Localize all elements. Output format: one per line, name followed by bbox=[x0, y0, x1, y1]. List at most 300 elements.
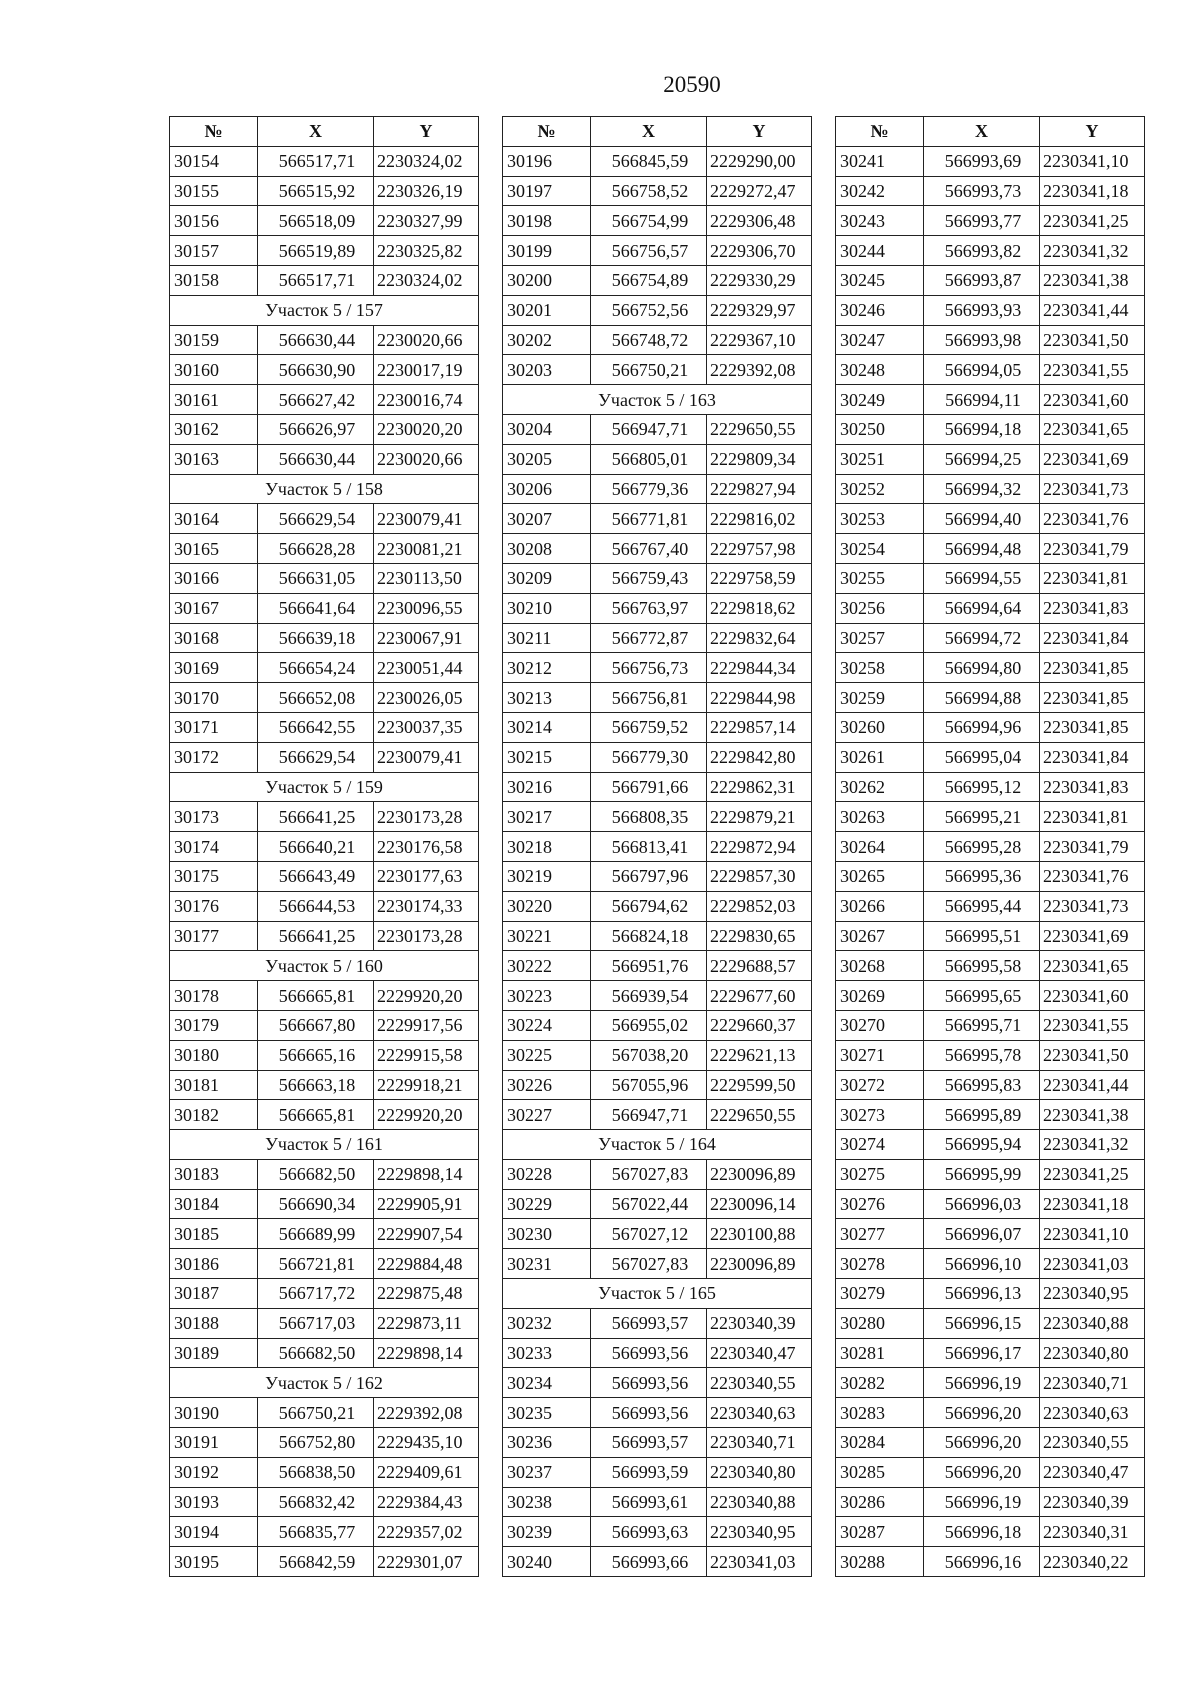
point-number: 30249 bbox=[836, 385, 924, 415]
table-row bbox=[836, 1547, 1145, 1577]
y-coordinate: 2230324,02 bbox=[374, 146, 479, 176]
x-coordinate: 566626,97 bbox=[258, 414, 374, 444]
y-coordinate: 2229873,11 bbox=[374, 1308, 479, 1338]
y-coordinate: 2230051,44 bbox=[374, 653, 479, 683]
y-coordinate: 2230096,55 bbox=[374, 593, 479, 623]
x-coordinate: 566759,52 bbox=[591, 712, 707, 742]
table-row bbox=[503, 295, 812, 325]
point-number: 30275 bbox=[836, 1159, 924, 1189]
table-row bbox=[503, 355, 812, 385]
y-coordinate: 2230037,35 bbox=[374, 712, 479, 742]
table-row bbox=[503, 1457, 812, 1487]
table-row bbox=[503, 1368, 812, 1398]
y-coordinate: 2229884,48 bbox=[374, 1249, 479, 1279]
point-number: 30157 bbox=[170, 236, 258, 266]
table-row bbox=[170, 832, 479, 862]
x-coordinate: 566824,18 bbox=[591, 921, 707, 951]
y-coordinate: 2229409,61 bbox=[374, 1457, 479, 1487]
point-number: 30223 bbox=[503, 981, 591, 1011]
y-coordinate: 2230020,66 bbox=[374, 444, 479, 474]
y-coordinate: 2230341,73 bbox=[1040, 474, 1145, 504]
point-number: 30203 bbox=[503, 355, 591, 385]
point-number: 30270 bbox=[836, 1010, 924, 1040]
point-number: 30218 bbox=[503, 832, 591, 862]
y-coordinate: 2229875,48 bbox=[374, 1279, 479, 1309]
point-number: 30257 bbox=[836, 623, 924, 653]
point-number: 30163 bbox=[170, 444, 258, 474]
point-number: 30166 bbox=[170, 563, 258, 593]
point-number: 30272 bbox=[836, 1070, 924, 1100]
x-coordinate: 566665,81 bbox=[258, 981, 374, 1011]
point-number: 30228 bbox=[503, 1159, 591, 1189]
x-coordinate: 566994,40 bbox=[924, 504, 1040, 534]
x-coordinate: 567027,83 bbox=[591, 1249, 707, 1279]
table-row bbox=[503, 236, 812, 266]
y-coordinate: 2230340,95 bbox=[707, 1517, 812, 1547]
point-number: 30216 bbox=[503, 772, 591, 802]
table-header-row bbox=[836, 117, 1145, 147]
point-number: 30193 bbox=[170, 1487, 258, 1517]
x-coordinate: 566995,36 bbox=[924, 861, 1040, 891]
coordinate-table-2 bbox=[502, 116, 812, 1577]
point-number: 30251 bbox=[836, 444, 924, 474]
y-coordinate: 2230341,84 bbox=[1040, 742, 1145, 772]
y-coordinate: 2229306,70 bbox=[707, 236, 812, 266]
x-coordinate: 566995,51 bbox=[924, 921, 1040, 951]
x-coordinate: 566717,03 bbox=[258, 1308, 374, 1338]
table-row bbox=[503, 1100, 812, 1130]
x-coordinate: 566995,65 bbox=[924, 981, 1040, 1011]
table-row bbox=[503, 1487, 812, 1517]
table-row bbox=[503, 444, 812, 474]
x-coordinate: 566627,42 bbox=[258, 385, 374, 415]
point-number: 30187 bbox=[170, 1279, 258, 1309]
table-row bbox=[836, 176, 1145, 206]
table-row bbox=[170, 712, 479, 742]
point-number: 30172 bbox=[170, 742, 258, 772]
point-number: 30244 bbox=[836, 236, 924, 266]
table-row bbox=[503, 623, 812, 653]
y-coordinate: 2229758,59 bbox=[707, 563, 812, 593]
x-coordinate: 566994,88 bbox=[924, 683, 1040, 713]
y-coordinate: 2229435,10 bbox=[374, 1428, 479, 1458]
point-number: 30273 bbox=[836, 1100, 924, 1130]
point-number: 30162 bbox=[170, 414, 258, 444]
point-number: 30230 bbox=[503, 1219, 591, 1249]
x-coordinate: 566643,49 bbox=[258, 861, 374, 891]
x-coordinate: 566994,96 bbox=[924, 712, 1040, 742]
table-row bbox=[170, 861, 479, 891]
point-number: 30190 bbox=[170, 1398, 258, 1428]
table-row bbox=[836, 265, 1145, 295]
x-coordinate: 566652,08 bbox=[258, 683, 374, 713]
x-coordinate: 566767,40 bbox=[591, 534, 707, 564]
x-coordinate: 566630,44 bbox=[258, 325, 374, 355]
point-number: 30264 bbox=[836, 832, 924, 862]
point-number: 30280 bbox=[836, 1308, 924, 1338]
table-row bbox=[836, 1249, 1145, 1279]
x-coordinate: 566995,71 bbox=[924, 1010, 1040, 1040]
table-row bbox=[836, 1189, 1145, 1219]
table-row bbox=[170, 593, 479, 623]
x-coordinate: 566832,42 bbox=[258, 1487, 374, 1517]
point-number: 30158 bbox=[170, 265, 258, 295]
point-number: 30174 bbox=[170, 832, 258, 862]
y-coordinate: 2229384,43 bbox=[374, 1487, 479, 1517]
table-header-row bbox=[170, 117, 479, 147]
point-number: 30209 bbox=[503, 563, 591, 593]
table-row bbox=[836, 802, 1145, 832]
point-number: 30200 bbox=[503, 265, 591, 295]
y-coordinate: 2229367,10 bbox=[707, 325, 812, 355]
x-coordinate: 566845,59 bbox=[591, 146, 707, 176]
table-row bbox=[503, 1308, 812, 1338]
section-row bbox=[170, 772, 479, 802]
point-number: 30195 bbox=[170, 1547, 258, 1577]
table-row bbox=[836, 1070, 1145, 1100]
x-coordinate: 566667,80 bbox=[258, 1010, 374, 1040]
x-coordinate: 566995,12 bbox=[924, 772, 1040, 802]
table-row bbox=[503, 712, 812, 742]
table-row bbox=[503, 593, 812, 623]
table-row bbox=[170, 742, 479, 772]
x-coordinate: 566993,77 bbox=[924, 206, 1040, 236]
point-number: 30236 bbox=[503, 1428, 591, 1458]
y-coordinate: 2230340,31 bbox=[1040, 1517, 1145, 1547]
point-number: 30221 bbox=[503, 921, 591, 951]
x-coordinate: 566750,21 bbox=[591, 355, 707, 385]
table-row bbox=[170, 236, 479, 266]
x-coordinate: 566779,36 bbox=[591, 474, 707, 504]
y-coordinate: 2230341,65 bbox=[1040, 414, 1145, 444]
table-row bbox=[836, 1398, 1145, 1428]
point-number: 30168 bbox=[170, 623, 258, 653]
table-row bbox=[170, 355, 479, 385]
table-row bbox=[836, 1040, 1145, 1070]
y-coordinate: 2229905,91 bbox=[374, 1189, 479, 1219]
x-coordinate: 566515,92 bbox=[258, 176, 374, 206]
point-number: 30206 bbox=[503, 474, 591, 504]
point-number: 30171 bbox=[170, 712, 258, 742]
point-number: 30217 bbox=[503, 802, 591, 832]
table-row bbox=[503, 265, 812, 295]
table-row bbox=[836, 1010, 1145, 1040]
table-row bbox=[836, 593, 1145, 623]
y-coordinate: 2230341,03 bbox=[707, 1547, 812, 1577]
table-row bbox=[170, 1517, 479, 1547]
x-coordinate: 566771,81 bbox=[591, 504, 707, 534]
x-coordinate: 566519,89 bbox=[258, 236, 374, 266]
y-coordinate: 2230341,65 bbox=[1040, 951, 1145, 981]
section-title: Участок 5 / 161 bbox=[170, 1130, 479, 1160]
x-coordinate: 567022,44 bbox=[591, 1189, 707, 1219]
y-coordinate: 2230026,05 bbox=[374, 683, 479, 713]
x-coordinate: 566654,24 bbox=[258, 653, 374, 683]
table-row bbox=[836, 1517, 1145, 1547]
table-row bbox=[836, 474, 1145, 504]
x-coordinate: 566993,57 bbox=[591, 1428, 707, 1458]
point-number: 30198 bbox=[503, 206, 591, 236]
point-number: 30191 bbox=[170, 1428, 258, 1458]
point-number: 30201 bbox=[503, 295, 591, 325]
y-coordinate: 2229392,08 bbox=[707, 355, 812, 385]
section-row bbox=[503, 1279, 812, 1309]
x-coordinate: 566754,99 bbox=[591, 206, 707, 236]
point-number: 30224 bbox=[503, 1010, 591, 1040]
point-number: 30179 bbox=[170, 1010, 258, 1040]
table-row bbox=[503, 414, 812, 444]
y-coordinate: 2230341,79 bbox=[1040, 534, 1145, 564]
x-coordinate: 566995,21 bbox=[924, 802, 1040, 832]
section-row bbox=[503, 385, 812, 415]
x-coordinate: 566993,82 bbox=[924, 236, 1040, 266]
x-coordinate: 566995,89 bbox=[924, 1100, 1040, 1130]
point-number: 30213 bbox=[503, 683, 591, 713]
table-row bbox=[170, 1428, 479, 1458]
x-coordinate: 566759,43 bbox=[591, 563, 707, 593]
y-coordinate: 2230340,63 bbox=[707, 1398, 812, 1428]
x-coordinate: 567027,12 bbox=[591, 1219, 707, 1249]
section-title: Участок 5 / 162 bbox=[170, 1368, 479, 1398]
point-number: 30258 bbox=[836, 653, 924, 683]
x-coordinate: 566939,54 bbox=[591, 981, 707, 1011]
point-number: 30177 bbox=[170, 921, 258, 951]
point-number: 30233 bbox=[503, 1338, 591, 1368]
table-row bbox=[503, 1159, 812, 1189]
y-coordinate: 2230340,39 bbox=[1040, 1487, 1145, 1517]
section-title: Участок 5 / 160 bbox=[170, 951, 479, 981]
x-coordinate: 566752,80 bbox=[258, 1428, 374, 1458]
x-coordinate: 566641,25 bbox=[258, 802, 374, 832]
y-coordinate: 2230341,25 bbox=[1040, 1159, 1145, 1189]
y-coordinate: 2230176,58 bbox=[374, 832, 479, 862]
x-coordinate: 566517,71 bbox=[258, 265, 374, 295]
x-coordinate: 566838,50 bbox=[258, 1457, 374, 1487]
x-coordinate: 566756,81 bbox=[591, 683, 707, 713]
point-number: 30176 bbox=[170, 891, 258, 921]
x-coordinate: 566758,52 bbox=[591, 176, 707, 206]
section-title: Участок 5 / 165 bbox=[503, 1279, 812, 1309]
point-number: 30287 bbox=[836, 1517, 924, 1547]
y-coordinate: 2230340,55 bbox=[1040, 1428, 1145, 1458]
y-coordinate: 2230341,76 bbox=[1040, 504, 1145, 534]
table-row bbox=[170, 981, 479, 1011]
table-row bbox=[503, 653, 812, 683]
y-coordinate: 2230340,63 bbox=[1040, 1398, 1145, 1428]
section-row bbox=[170, 474, 479, 504]
x-coordinate: 566772,87 bbox=[591, 623, 707, 653]
point-number: 30265 bbox=[836, 861, 924, 891]
y-coordinate: 2230020,20 bbox=[374, 414, 479, 444]
table-row bbox=[503, 504, 812, 534]
header-number: № bbox=[170, 117, 258, 147]
x-coordinate: 566995,04 bbox=[924, 742, 1040, 772]
table-row bbox=[836, 951, 1145, 981]
x-coordinate: 566996,03 bbox=[924, 1189, 1040, 1219]
table-row bbox=[170, 504, 479, 534]
point-number: 30185 bbox=[170, 1219, 258, 1249]
point-number: 30288 bbox=[836, 1547, 924, 1577]
x-coordinate: 566517,71 bbox=[258, 146, 374, 176]
y-coordinate: 2229842,80 bbox=[707, 742, 812, 772]
table-row bbox=[170, 265, 479, 295]
table-row bbox=[503, 802, 812, 832]
point-number: 30181 bbox=[170, 1070, 258, 1100]
table-header-row bbox=[503, 117, 812, 147]
y-coordinate: 2229392,08 bbox=[374, 1398, 479, 1428]
y-coordinate: 2229599,50 bbox=[707, 1070, 812, 1100]
point-number: 30260 bbox=[836, 712, 924, 742]
table-row bbox=[836, 1159, 1145, 1189]
table-row bbox=[170, 563, 479, 593]
y-coordinate: 2229852,03 bbox=[707, 891, 812, 921]
y-coordinate: 2229816,02 bbox=[707, 504, 812, 534]
header-x: X bbox=[924, 117, 1040, 147]
table-row bbox=[836, 832, 1145, 862]
point-number: 30182 bbox=[170, 1100, 258, 1130]
x-coordinate: 566995,83 bbox=[924, 1070, 1040, 1100]
table-row bbox=[503, 742, 812, 772]
point-number: 30237 bbox=[503, 1457, 591, 1487]
table-row bbox=[170, 1010, 479, 1040]
y-coordinate: 2230341,55 bbox=[1040, 355, 1145, 385]
y-coordinate: 2229650,55 bbox=[707, 414, 812, 444]
x-coordinate: 566756,57 bbox=[591, 236, 707, 266]
table-row bbox=[170, 1457, 479, 1487]
table-row bbox=[503, 1517, 812, 1547]
x-coordinate: 566996,18 bbox=[924, 1517, 1040, 1547]
y-coordinate: 2230341,69 bbox=[1040, 444, 1145, 474]
point-number: 30261 bbox=[836, 742, 924, 772]
x-coordinate: 566993,98 bbox=[924, 325, 1040, 355]
table-row bbox=[503, 1040, 812, 1070]
y-coordinate: 2230341,81 bbox=[1040, 802, 1145, 832]
point-number: 30239 bbox=[503, 1517, 591, 1547]
y-coordinate: 2230341,38 bbox=[1040, 1100, 1145, 1130]
header-y: Y bbox=[1040, 117, 1145, 147]
x-coordinate: 566994,32 bbox=[924, 474, 1040, 504]
table-row bbox=[170, 1249, 479, 1279]
x-coordinate: 566641,64 bbox=[258, 593, 374, 623]
x-coordinate: 566993,59 bbox=[591, 1457, 707, 1487]
x-coordinate: 566518,09 bbox=[258, 206, 374, 236]
table-row bbox=[836, 385, 1145, 415]
x-coordinate: 566640,21 bbox=[258, 832, 374, 862]
x-coordinate: 566951,76 bbox=[591, 951, 707, 981]
page-number: 20590 bbox=[663, 72, 721, 97]
table-row bbox=[836, 1100, 1145, 1130]
y-coordinate: 2230341,18 bbox=[1040, 176, 1145, 206]
x-coordinate: 566994,48 bbox=[924, 534, 1040, 564]
y-coordinate: 2229272,47 bbox=[707, 176, 812, 206]
table-row bbox=[170, 206, 479, 236]
table-row bbox=[503, 474, 812, 504]
header-number: № bbox=[836, 117, 924, 147]
point-number: 30250 bbox=[836, 414, 924, 444]
table-row bbox=[503, 832, 812, 862]
point-number: 30254 bbox=[836, 534, 924, 564]
x-coordinate: 566996,20 bbox=[924, 1457, 1040, 1487]
x-coordinate: 566797,96 bbox=[591, 861, 707, 891]
y-coordinate: 2230340,71 bbox=[1040, 1368, 1145, 1398]
y-coordinate: 2229677,60 bbox=[707, 981, 812, 1011]
y-coordinate: 2230340,55 bbox=[707, 1368, 812, 1398]
point-number: 30156 bbox=[170, 206, 258, 236]
table-row bbox=[170, 1308, 479, 1338]
x-coordinate: 566993,63 bbox=[591, 1517, 707, 1547]
point-number: 30226 bbox=[503, 1070, 591, 1100]
table-row bbox=[836, 355, 1145, 385]
point-number: 30212 bbox=[503, 653, 591, 683]
y-coordinate: 2230341,60 bbox=[1040, 385, 1145, 415]
point-number: 30256 bbox=[836, 593, 924, 623]
point-number: 30208 bbox=[503, 534, 591, 564]
y-coordinate: 2229898,14 bbox=[374, 1159, 479, 1189]
y-coordinate: 2230341,76 bbox=[1040, 861, 1145, 891]
y-coordinate: 2229660,37 bbox=[707, 1010, 812, 1040]
x-coordinate: 566947,71 bbox=[591, 1100, 707, 1130]
point-number: 30234 bbox=[503, 1368, 591, 1398]
y-coordinate: 2229857,14 bbox=[707, 712, 812, 742]
table-row bbox=[503, 1189, 812, 1219]
y-coordinate: 2229917,56 bbox=[374, 1010, 479, 1040]
section-title: Участок 5 / 159 bbox=[170, 772, 479, 802]
point-number: 30253 bbox=[836, 504, 924, 534]
table-row bbox=[503, 683, 812, 713]
y-coordinate: 2229306,48 bbox=[707, 206, 812, 236]
table-row bbox=[836, 1368, 1145, 1398]
y-coordinate: 2230341,50 bbox=[1040, 1040, 1145, 1070]
table-row bbox=[836, 683, 1145, 713]
y-coordinate: 2230096,89 bbox=[707, 1249, 812, 1279]
y-coordinate: 2230341,79 bbox=[1040, 832, 1145, 862]
x-coordinate: 566808,35 bbox=[591, 802, 707, 832]
point-number: 30262 bbox=[836, 772, 924, 802]
table-row bbox=[170, 1338, 479, 1368]
x-coordinate: 566995,58 bbox=[924, 951, 1040, 981]
point-number: 30263 bbox=[836, 802, 924, 832]
y-coordinate: 2230341,18 bbox=[1040, 1189, 1145, 1219]
y-coordinate: 2230341,10 bbox=[1040, 1219, 1145, 1249]
x-coordinate: 566748,72 bbox=[591, 325, 707, 355]
point-number: 30235 bbox=[503, 1398, 591, 1428]
coordinate-table-1 bbox=[169, 116, 479, 1577]
y-coordinate: 2230177,63 bbox=[374, 861, 479, 891]
table-row bbox=[170, 1279, 479, 1309]
x-coordinate: 566717,72 bbox=[258, 1279, 374, 1309]
x-coordinate: 566996,19 bbox=[924, 1487, 1040, 1517]
table-row bbox=[503, 981, 812, 1011]
point-number: 30165 bbox=[170, 534, 258, 564]
point-number: 30245 bbox=[836, 265, 924, 295]
table-row bbox=[503, 146, 812, 176]
table-row bbox=[836, 653, 1145, 683]
x-coordinate: 566629,54 bbox=[258, 742, 374, 772]
y-coordinate: 2230341,83 bbox=[1040, 772, 1145, 802]
y-coordinate: 2230340,80 bbox=[1040, 1338, 1145, 1368]
point-number: 30243 bbox=[836, 206, 924, 236]
x-coordinate: 566994,18 bbox=[924, 414, 1040, 444]
point-number: 30247 bbox=[836, 325, 924, 355]
table-row bbox=[836, 325, 1145, 355]
x-coordinate: 566994,80 bbox=[924, 653, 1040, 683]
point-number: 30210 bbox=[503, 593, 591, 623]
x-coordinate: 566752,56 bbox=[591, 295, 707, 325]
y-coordinate: 2230017,19 bbox=[374, 355, 479, 385]
table-row bbox=[170, 1159, 479, 1189]
x-coordinate: 566996,17 bbox=[924, 1338, 1040, 1368]
point-number: 30231 bbox=[503, 1249, 591, 1279]
